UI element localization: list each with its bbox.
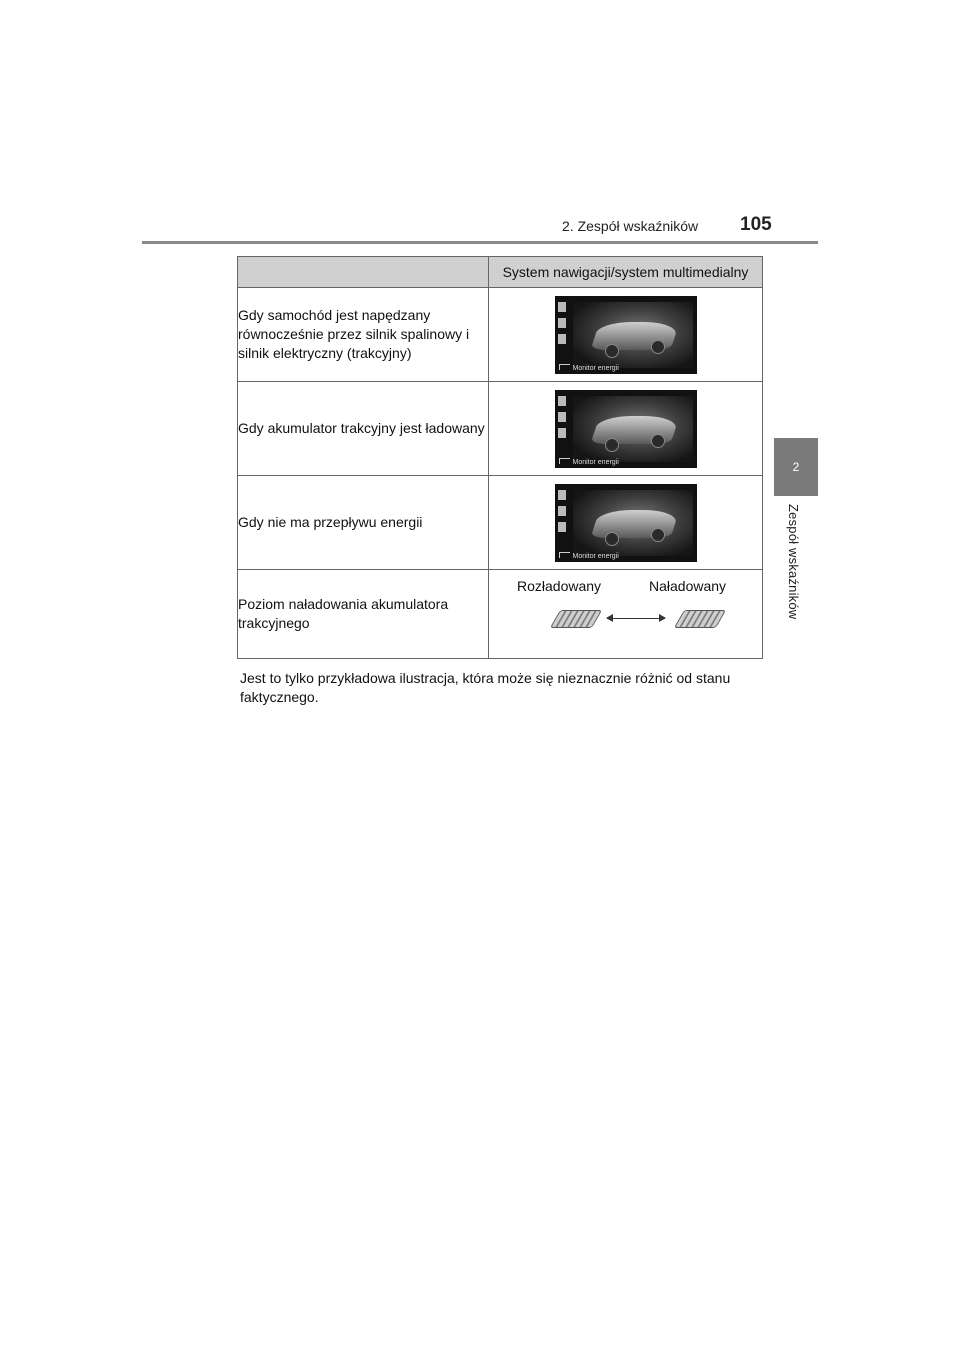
energy-monitor-screen-image	[555, 390, 697, 468]
screen-caption: Monitor energii	[572, 458, 619, 466]
battery-charged-icon	[674, 610, 726, 628]
chapter-tab[interactable]: 2	[774, 438, 818, 496]
car-icon	[590, 510, 679, 538]
table-header-blank	[238, 257, 489, 288]
table-row	[238, 476, 763, 570]
illustration-note: Jest to tylko przykładowa ilustracja, która może się nieznacznie różnić od stanu faktycznego.	[240, 670, 731, 705]
row-label: Poziom naładowania akumulatora trakcyjnego	[238, 570, 489, 659]
energy-monitor-screen-image	[555, 484, 697, 562]
row-image-cell	[489, 476, 763, 570]
charged-label: Naładowany	[649, 578, 727, 594]
table-row	[238, 382, 763, 476]
screen-caption: Monitor energii	[572, 552, 619, 560]
page-number: 105	[740, 214, 772, 235]
battery-level-cell	[489, 570, 763, 659]
back-icon	[559, 364, 570, 370]
table-row	[238, 570, 763, 659]
car-icon	[590, 322, 679, 350]
row-image-cell	[489, 382, 763, 476]
energy-monitor-table	[237, 256, 763, 659]
header-section-title: 2. Zespół wskaźników	[562, 218, 699, 234]
screen-caption: Monitor energii	[572, 364, 619, 372]
table-column-header: System nawigacji/system multimedialny	[489, 257, 763, 288]
back-icon	[559, 552, 570, 558]
row-image-cell	[489, 288, 763, 382]
table-row	[238, 288, 763, 382]
battery-discharged-icon	[550, 610, 602, 628]
header-rule	[142, 241, 818, 244]
discharged-label: Rozładowany	[517, 578, 602, 594]
double-arrow-icon	[607, 618, 665, 619]
row-label: Gdy nie ma przepływu energii	[238, 476, 489, 570]
table-header-row	[238, 257, 763, 288]
chapter-side-label: Zespół wskaźników	[786, 504, 801, 620]
row-label: Gdy akumulator trakcyjny jest ładowany	[238, 382, 489, 476]
car-icon	[590, 416, 679, 444]
row-label: Gdy samochód jest napędzany równocześnie przez silnik spalinowy i silnik elektryczny (trakcyjny)	[238, 288, 489, 382]
back-icon	[559, 458, 570, 464]
energy-monitor-screen-image	[555, 296, 697, 374]
